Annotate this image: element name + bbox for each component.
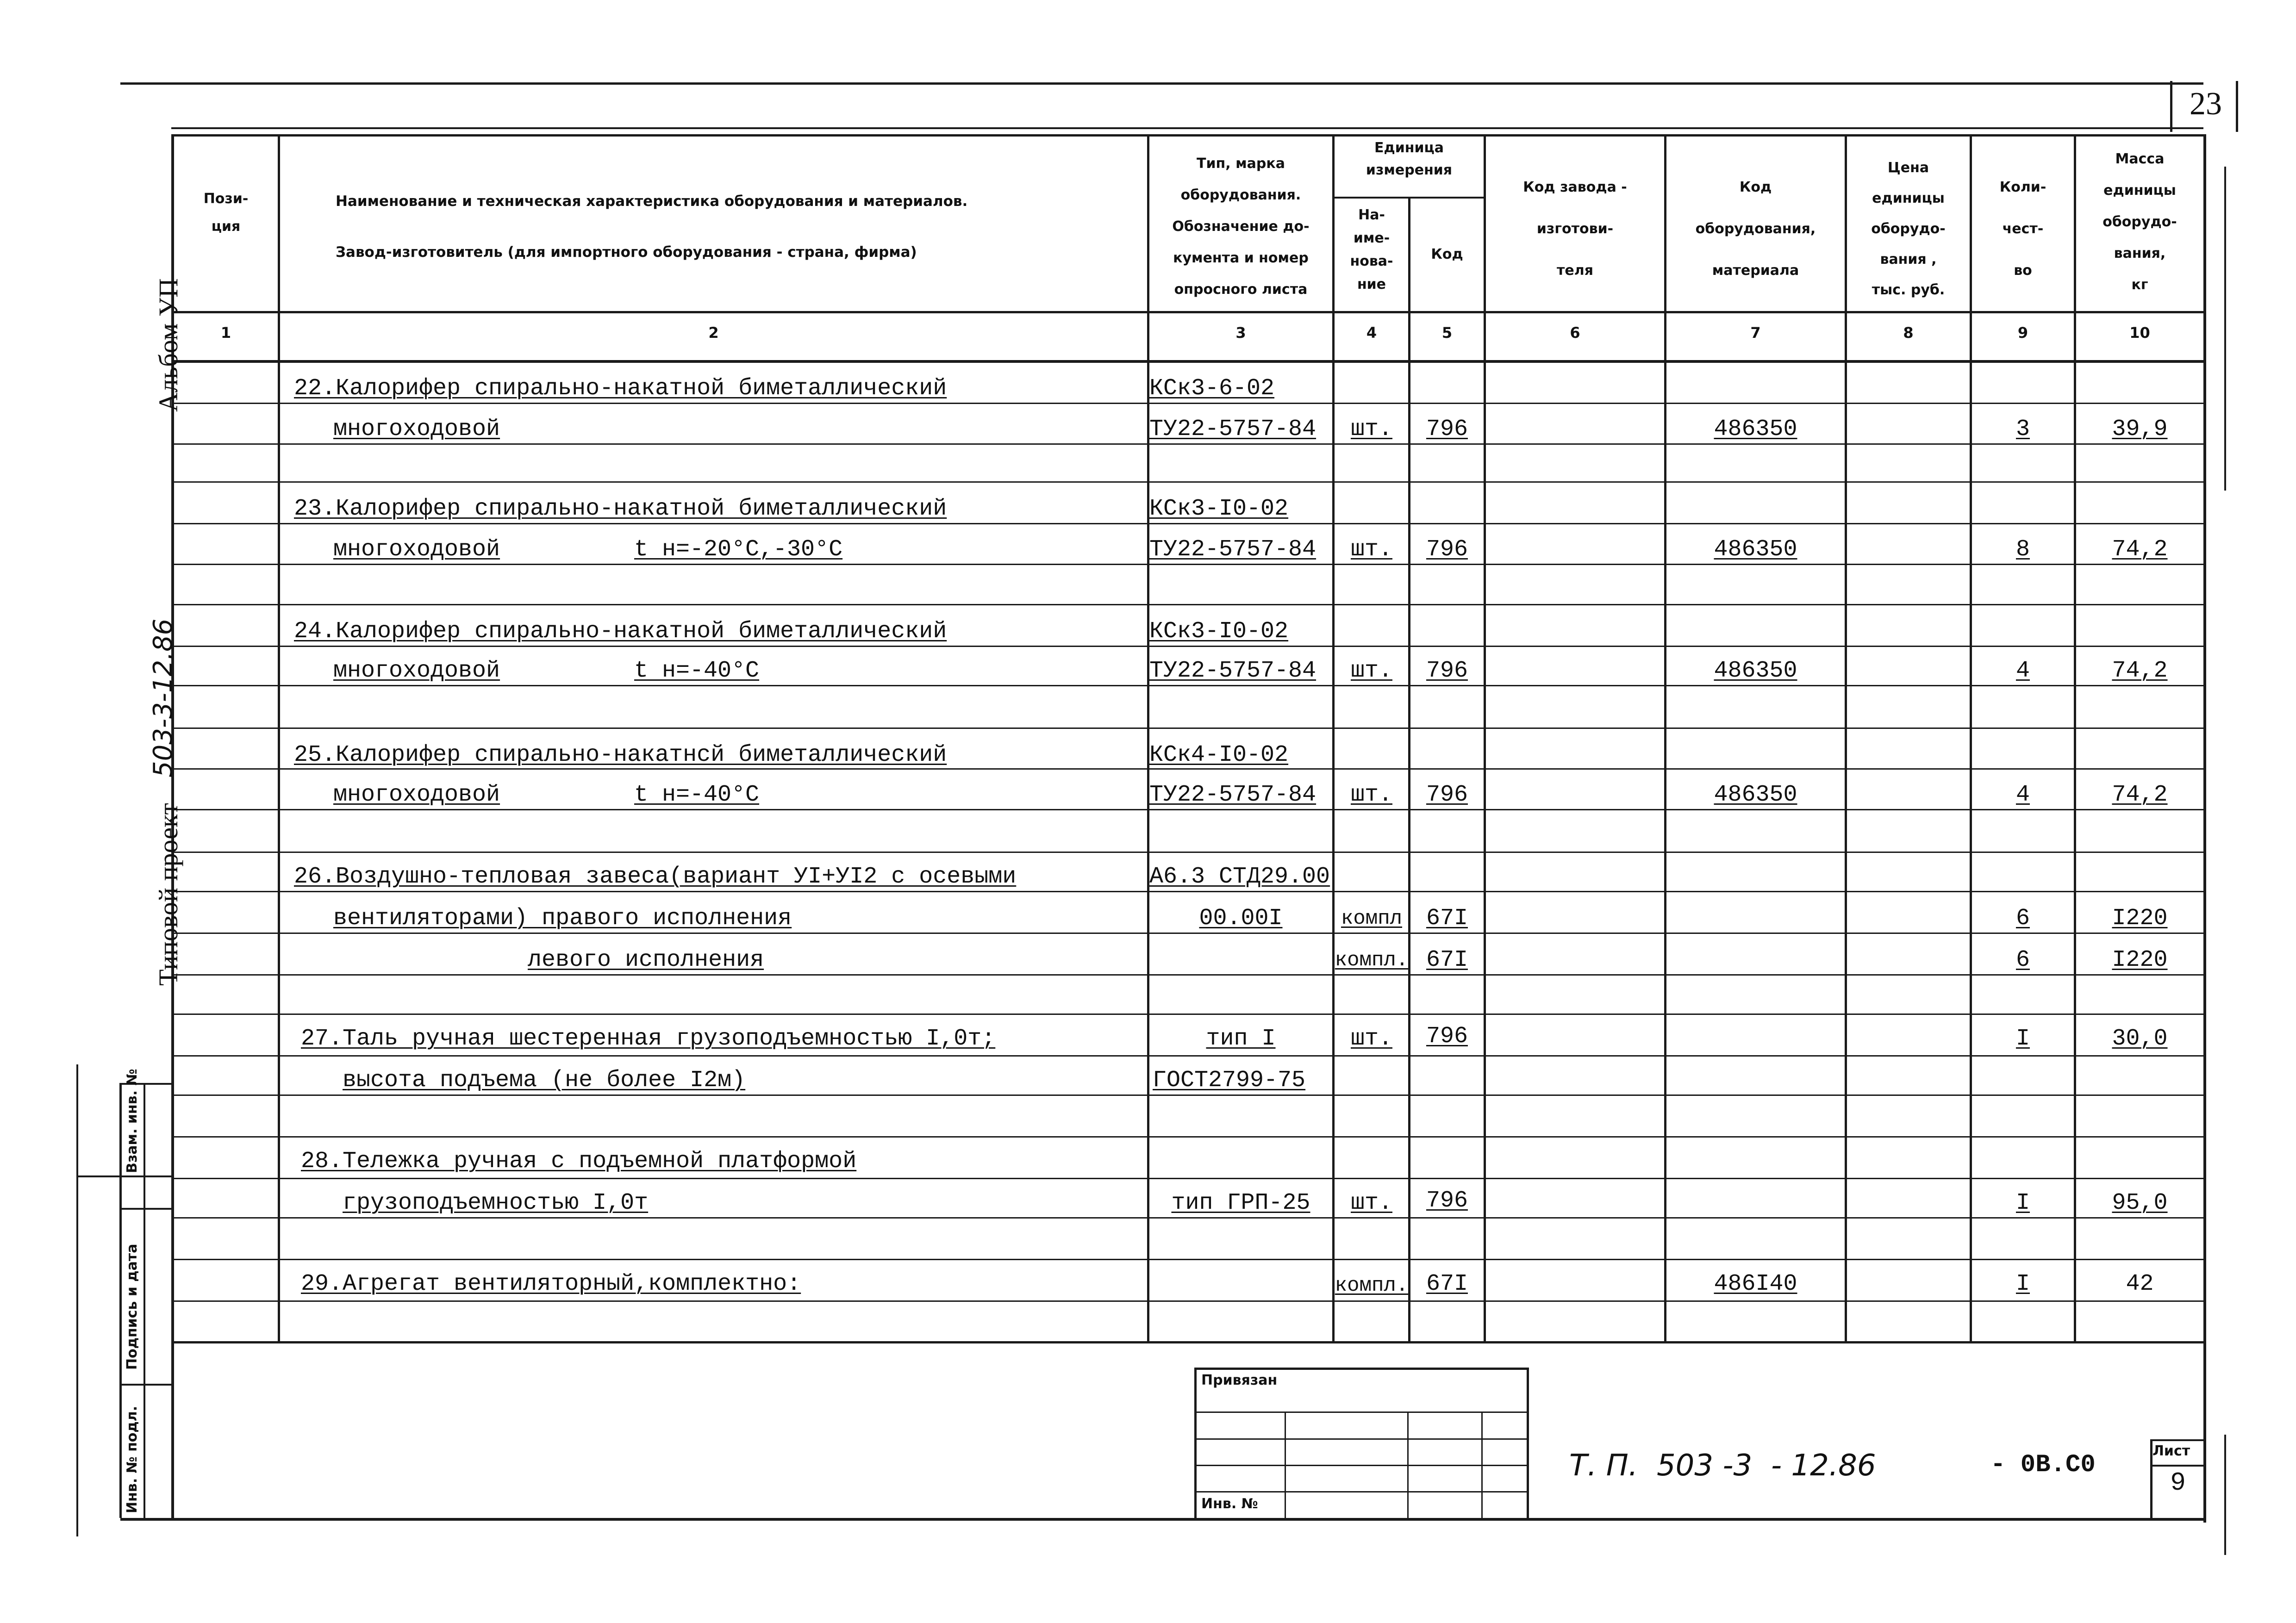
row25b-type: ТУ22-5757-84 [1149,782,1316,808]
row28b-unit: шт. [1350,1190,1392,1216]
row24b-temp: t н=-40°С [634,658,760,684]
row22b-code: 796 [1426,416,1468,442]
sheet-label: Лист [2152,1443,2190,1459]
row26b-mass: I220 [2112,905,2168,932]
row26b-type: 00.00I [1199,905,1283,932]
row26b-qty: 6 [2015,905,2030,932]
row26c-name: левого исполнения [528,947,764,973]
row26b-unit: компл [1341,907,1403,930]
row29-code: 67I [1426,1271,1468,1297]
row28b-type: тип ГРП-25 [1171,1190,1310,1216]
row28b-qty: I [2015,1190,2030,1216]
row29-mass: 42 [2126,1271,2154,1297]
row29-equip-code: 486I40 [1714,1271,1797,1297]
header-quantity: Коли- чест- во [1999,179,2046,279]
privyazan-label: Привязан [1201,1372,1278,1388]
header-mass: Масса единицы оборудо- вания, кг [2103,151,2177,293]
col-line-2 [1147,134,1149,1342]
row22b-type: ТУ22-5757-84 [1149,416,1316,442]
row25-type: КСк4-I0-02 [1149,742,1289,768]
colnum-7: 7 [1750,324,1761,342]
album-label: Альбом УП [153,278,183,412]
row25-name: 25.Калорифер спирально-накатнсй биметаллический [294,742,947,768]
colnum-9: 9 [2017,324,2028,342]
row23-type: КСк3-I0-02 [1149,496,1289,522]
row24b-mass: 74,2 [2112,658,2168,684]
row28-name: 28.Тележка ручная с подъемной платформой [301,1148,857,1175]
colnum-2: 2 [708,324,719,342]
col-line-3 [1332,134,1335,1342]
colnum-1: 1 [220,324,231,342]
row27-type: тип I [1206,1026,1276,1052]
col-line-7 [1845,134,1847,1342]
top-border-2 [171,127,2203,129]
col-line-5 [1484,134,1486,1342]
table-top-border [171,134,2206,137]
footer-box-left [1194,1368,1197,1520]
row24b-equip-code: 486350 [1714,658,1797,684]
row22b-mass: 39,9 [2112,416,2168,442]
row26-name: 26.Воздушно-тепловая завеса(вариант УI+УI2 с осевыми [294,864,1017,890]
row24-name: 24.Калорифер спирально-накатной биметаллический [294,618,947,645]
row24-type: КСк3-I0-02 [1149,618,1289,645]
sheet-number: 9 [2170,1468,2186,1498]
row23b-equip-code: 486350 [1714,536,1797,563]
stamp-podpis-data: Подпись и дата [124,1244,140,1370]
col-line-1 [278,134,280,1342]
row27-mass: 30,0 [2112,1026,2168,1052]
row26-type: А6.3 СТД29.00 [1149,864,1330,890]
row23b-type: ТУ22-5757-84 [1149,536,1316,563]
side-stamp-left [119,1083,122,1518]
header-unit-code: Код [1431,246,1463,262]
row27b-type: ГОСТ2799-75 [1153,1067,1306,1094]
row29-unit: компл. [1335,1274,1409,1297]
row27-unit: шт. [1350,1026,1392,1052]
row27b-name: высота подъема (не более I2м) [343,1067,746,1094]
row24b-unit: шт. [1350,658,1392,684]
row28b-mass: 95,0 [2112,1190,2168,1216]
row27-code: 796 [1426,1023,1468,1050]
row25b-code: 796 [1426,782,1468,808]
row26c-qty: 6 [2015,947,2030,973]
sheet-box-top [2150,1439,2206,1441]
pagebox-left [2170,81,2172,132]
data-end [171,1341,2206,1343]
row24b-code: 796 [1426,658,1468,684]
row22-name: 22.Калорифер спирально-накатной биметаллический [294,375,947,402]
colnum-5: 5 [1441,324,1453,342]
row25b-mass: 74,2 [2112,782,2168,808]
row26b-code: 67I [1426,905,1468,932]
document-code: - 0В.С0 [1990,1451,2096,1479]
stamp-vzam-inv: Взам. инв. № [124,1069,140,1173]
colnum-4: 4 [1366,324,1377,342]
outer-left-edge [76,1064,78,1536]
row24b-qty: 4 [2015,658,2030,684]
row26c-unit: компл. [1335,949,1409,972]
row23-name: 23.Калорифер спирально-накатной биметаллический [294,496,947,522]
row25b-name: многоходовой [333,782,500,808]
row23b-temp: t н=-20°С,-30°С [634,536,843,563]
row29-qty: I [2015,1271,2030,1297]
row23b-unit: шт. [1350,536,1392,563]
top-border [120,82,2203,85]
row24b-type: ТУ22-5757-84 [1149,658,1316,684]
col-line-6 [1664,134,1666,1342]
table-right-border [2203,134,2206,1523]
colnum-6: 6 [1570,324,1580,342]
colnum-8: 8 [1903,324,1914,342]
document-number: Т. П. 503 -3 - 12.86 [1569,1449,1876,1483]
row27-name: 27.Таль ручная шестеренная грузоподъемностью I,0т; [301,1026,996,1052]
row22b-unit: шт. [1350,416,1392,442]
row29-name: 29.Агрегат вентиляторный,комплектно: [301,1271,801,1297]
colnum-3: 3 [1235,324,1246,342]
row22b-equip-code: 486350 [1714,416,1797,442]
table-bottom-border [120,1518,2206,1521]
row23b-name: многоходовой [333,536,500,563]
row25b-qty: 4 [2015,782,2030,808]
colnum-10: 10 [2129,324,2150,342]
page-number: 23 [2190,86,2222,122]
stamp-inv-podl: Инв. № подл. [124,1405,140,1513]
header-position: Пози- ция [203,191,249,235]
row27-qty: I [2015,1026,2030,1052]
row25b-unit: шт. [1350,782,1392,808]
row25b-equip-code: 486350 [1714,782,1797,808]
header-factory-code: Код завода - изготови- теля [1523,179,1627,279]
row23b-code: 796 [1426,536,1468,563]
side-stamp-mid [144,1083,145,1518]
project-label: Типовой проект [153,803,183,986]
row25b-temp: t н=-40°С [634,782,760,808]
header-unit-name: На- име- нова- ние [1350,207,1393,292]
header-price: Цена единицы оборудо- вания , тыс. руб. [1871,160,1946,298]
header-type: Тип, марка оборудования. Обозначение до- кумента и номер опросного листа [1172,155,1310,298]
footer-box-right [1527,1368,1529,1520]
row23b-qty: 8 [2015,536,2030,563]
row24b-name: многоходовой [333,658,500,684]
row26c-code: 67I [1426,947,1468,973]
footer-box-top [1194,1368,1528,1370]
pagebox-right [2236,81,2238,132]
col-line-8 [1970,134,1972,1342]
row28b-name: грузоподъемностью I,0т [343,1190,649,1216]
header-name: Наименование и техническая характеристика оборудования и материалов. Завод-изготовитель (для импортного оборудования - страна, фирма) [336,193,968,261]
inv-label: Инв. № [1201,1496,1258,1512]
header-equipment-code: Код оборудования, материала [1695,179,1816,279]
row22b-qty: 3 [2015,416,2030,442]
row22b-name: многоходовой [333,416,500,442]
row23b-mass: 74,2 [2112,536,2168,563]
col-line-9 [2074,134,2076,1342]
row26b-name: вентиляторами) правого исполнения [333,905,792,932]
project-number: 503-3-12.86 [148,618,178,777]
row26c-mass: I220 [2112,947,2168,973]
header-bottom [171,311,2206,313]
row22-type: КСк3-6-02 [1149,375,1275,402]
header-unit-group: Единица измерения [1366,140,1453,178]
row28b-code: 796 [1426,1188,1468,1214]
right-edge-mark [2224,167,2226,491]
numrow-bottom [171,360,2206,363]
right-edge-mark-2 [2224,1435,2226,1555]
